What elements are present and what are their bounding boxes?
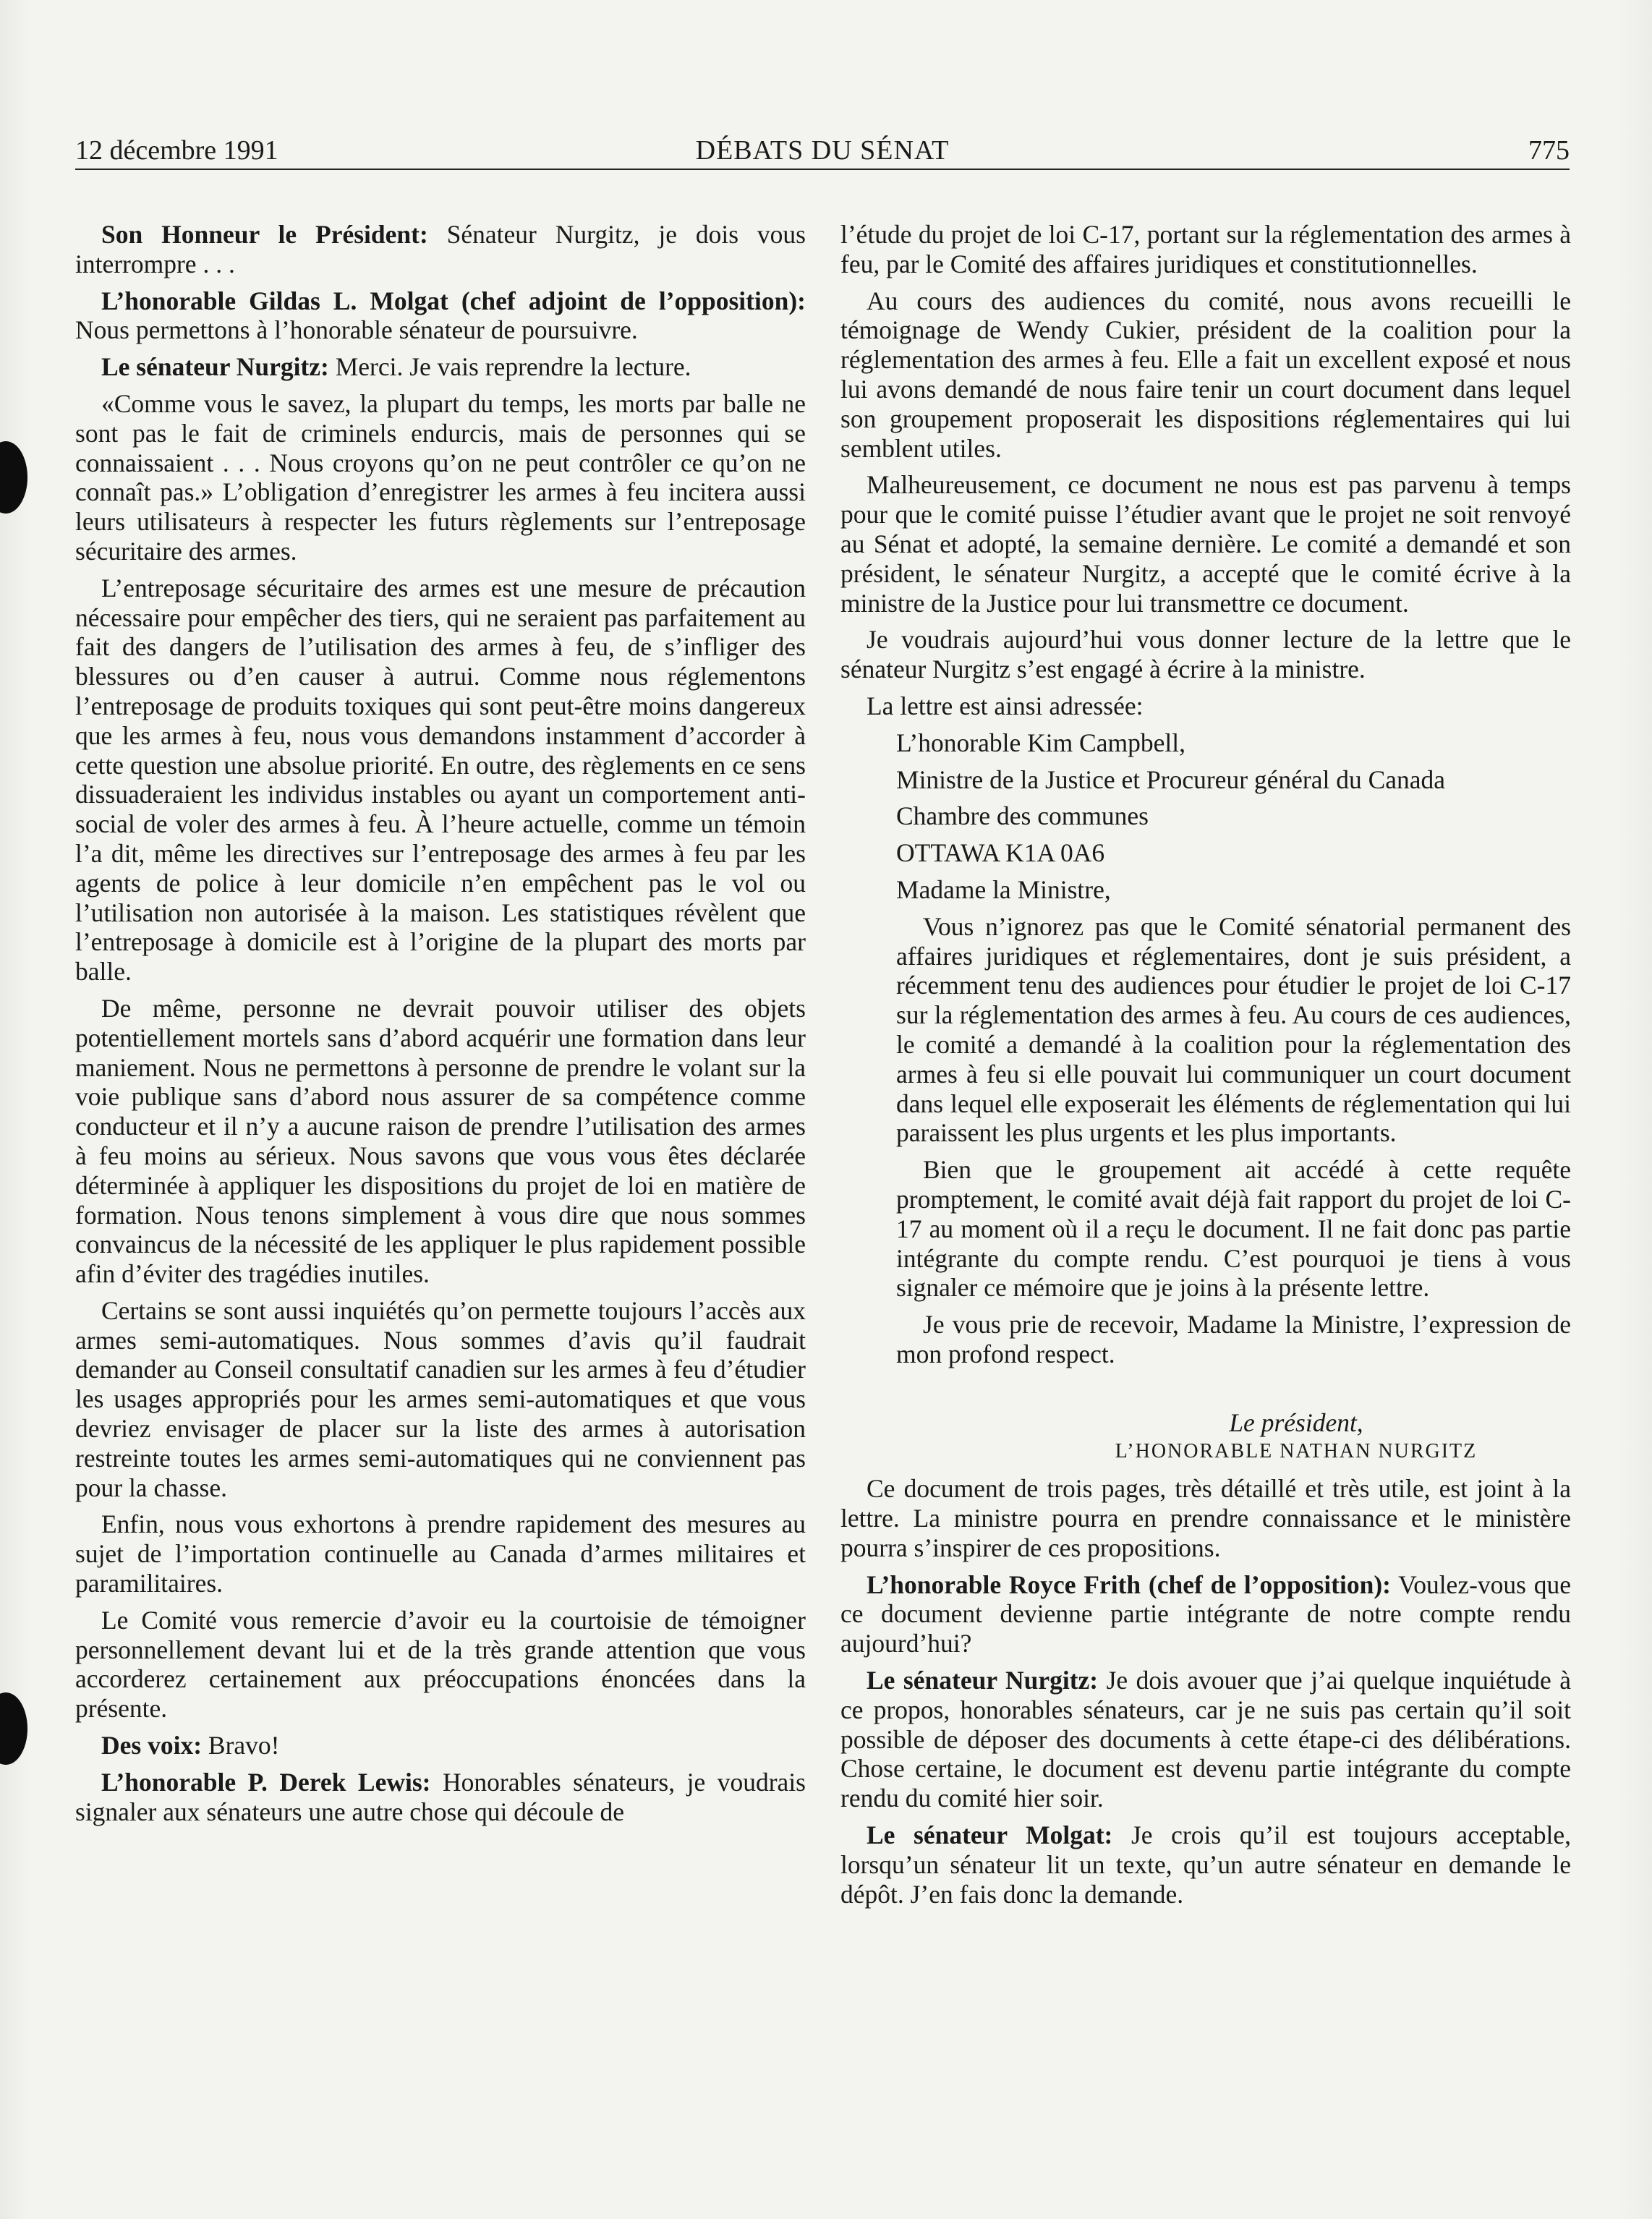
speech-text: Voulez-vous que ce document devienne partie intégrante de notre compte rendu aujourd’hui? [840, 1570, 1571, 1658]
paragraph: «Comme vous le savez, la plupart du temps, les morts par balle ne sont pas le fait de criminels endurcis, mais de personnes qui se connaissaient . . . Nous croyons qu’on ne peut contrôler ce qu’on ne connaît pas.» L’obligation d’enregistrer les armes à feu incitera aussi leurs utilisateurs à respecter les futurs règlements sur l’entreposage sécuritaire des armes. [75, 388, 806, 566]
speech-text: Sénateur Nurgitz, je dois vous interrompre . . . [75, 220, 806, 278]
letter-body: Bien que le groupement ait accédé à cette requête promptement, le comité avait déjà fait rapport du projet de loi C-17 au moment où il a reçu le document. Il ne fait donc pas partie intégrante du compte rendu. C’est pourquoi je tiens à vous signaler ce mémoire que je joins à la présente lettre. [896, 1155, 1571, 1303]
signature-name: L’HONORABLE NATHAN NURGITZ [1115, 1440, 1478, 1463]
paragraph [840, 1666, 1571, 1813]
letter-salutation: Madame la Ministre, [896, 874, 1111, 904]
paragraph [75, 352, 806, 382]
speech-text: Honorables sénateurs, je voudrais signaler aux sénateurs une autre chose qui découle de [75, 1767, 806, 1826]
paragraph: Enfin, nous vous exhortons à prendre rapidement des mesures au sujet de l’importation continuelle au Canada d’armes militaires et paramilitaires. [75, 1509, 806, 1598]
paragraph: Ce document de trois pages, très détaillé et très utile, est joint à la lettre. La ministre pourra en prendre connaissance et le ministère pourra s’inspirer de ces propositions. [840, 1474, 1571, 1562]
speaker: Le sénateur Molgat: [867, 1820, 1113, 1850]
punch-hole-top [0, 441, 27, 514]
paragraph: Certains se sont aussi inquiétés qu’on permette toujours l’accès aux armes semi-automatiques. Nous sommes d’avis qu’il faudrait demander au Conseil consultatif canadien sur les armes à feu d’étudier les usages appropriés pour les armes semi-automatiques et que vous devriez envisager de placer sur la liste des armes à autorisation restreinte toutes les armes semi-automatiques qui ne conviennent pas pour la chasse. [75, 1295, 806, 1502]
paragraph [840, 1820, 1571, 1909]
paragraph [75, 220, 806, 279]
letter-city: OTTAWA K1A 0A6 [896, 838, 1105, 868]
letter-body: Vous n’ignorez pas que le Comité sénatorial permanent des affaires juridiques et réglementaires, dont je suis président, a récemment tenu des audiences pour étudier le projet de loi C-17 sur la réglementation des armes à feu. Au cours de ces audiences, le comité a demandé à la coalition pour la réglementation des armes à feu si elle pouvait lui communiquer un court document dans lequel elle exposerait les éléments de réglementation qui lui paraissent les plus urgents et les plus importants. [896, 911, 1571, 1148]
header-title: DÉBATS DU SÉNAT [695, 135, 950, 166]
speech-text: Merci. Je vais reprendre la lecture. [328, 352, 691, 382]
quoted-letter [896, 728, 1571, 1369]
speech-text: Je dois avouer que j’ai quelque inquiétude à ce propos, honorables sénateurs, car je ne suis pas certain qu’il soit possible de déposer des documents à cette étape-ci des délibérations. Chose certaine, le document est devenu partie intégrante du compte rendu du comité hier soir. [840, 1666, 1571, 1813]
letter-house: Chambre des communes [896, 801, 1149, 831]
speaker: L’honorable Gildas L. Molgat (chef adjoint de l’opposition): [101, 286, 806, 315]
speaker: L’honorable P. Derek Lewis: [101, 1767, 431, 1797]
page-number: 775 [1528, 135, 1570, 166]
paragraph: Le Comité vous remercie d’avoir eu la courtoisie de témoigner personnellement devant lui et de la très grande attention que vous accorderez certainement aux préoccupations énoncées dans la présente. [75, 1605, 806, 1724]
paragraph: De même, personne ne devrait pouvoir utiliser des objets potentiellement mortels sans d’abord acquérir une formation dans leur maniement. Nous ne permettons à personne de prendre le volant sur la voie publique sans d’abord nous assurer de sa compétence comme conducteur et il n’y a aucune raison de prendre l’utilisation des armes à feu moins au sérieux. Nous savons que vous vous êtes déclarée déterminée à appliquer les dispositions du projet de loi en matière de formation. Nous tenons simplement à vous dire que nous sommes convaincus de la nécessité de les appliquer le plus rapidement possible afin d’éviter des tragédies inutiles. [75, 993, 806, 1289]
punch-hole-bottom [0, 1692, 27, 1765]
paragraph [840, 1570, 1571, 1658]
speaker: Le sénateur Nurgitz: [867, 1666, 1099, 1695]
speaker: Son Honneur le Président: [101, 220, 428, 249]
letter-position: Ministre de la Justice et Procureur général du Canada [896, 764, 1446, 794]
letter-addressee: L’honorable Kim Campbell, [896, 728, 1185, 757]
signature-title: Le président, [1229, 1407, 1363, 1437]
paragraph: Au cours des audiences du comité, nous avons recueilli le témoignage de Wendy Cukier, président de la coalition pour la réglementation des armes à feu. Elle a fait un excellent exposé et nous lui avons demandé de nous faire tenir un court document dans lequel son groupement proposerait les dispositions réglementaires qui lui semblent utiles. [840, 286, 1571, 463]
paragraph: l’étude du projet de loi C-17, portant sur la réglementation des armes à feu, par le Comité des affaires juridiques et constitutionnelles. [840, 220, 1571, 278]
speech-text: Nous permettons à l’honorable sénateur de poursuivre. [75, 315, 638, 345]
paragraph: Je voudrais aujourd’hui vous donner lecture de la lettre que le sénateur Nurgitz s’est engagé à écrire à la ministre. [840, 625, 1571, 684]
header-date: 12 décembre 1991 [75, 135, 278, 166]
speaker: Des voix: [101, 1731, 203, 1760]
speech-text: Bravo! [202, 1731, 280, 1760]
paragraph: Malheureusement, ce document ne nous est pas parvenu à temps pour que le comité puisse l’étudier avant que le projet ne soit renvoyé au Sénat et adopté, la semaine dernière. Le comité a demandé et son président, le sénateur Nurgitz, a accepté que le comité écrive à la ministre de la Justice pour lui transmettre ce document. [840, 470, 1571, 618]
speaker: Le sénateur Nurgitz: [101, 352, 329, 382]
speech-text: Je crois qu’il est toujours acceptable, lorsqu’un sénateur lit un texte, qu’un autre sénateur en demande le dépôt. J’en fais donc la demande. [840, 1820, 1571, 1909]
paragraph [75, 286, 806, 346]
paragraph: L’entreposage sécuritaire des armes est une mesure de précaution nécessaire pour empêcher des tiers, qui ne seraient pas parfaitement au fait des dangers de l’utilisation des armes à feu, de s’infliger des blessures ou d’en causer à autrui. Comme nous réglementons l’entreposage de produits toxiques qui sont peut-être moins dangereux que les armes à feu, nous vous demandons instamment d’accorder à cette question une absolue priorité. En outre, des règlements en ce sens dissuaderaient les individus instables ou ayant un comportement anti-social de voler des armes à feu. À l’heure actuelle, comme un témoin l’a dit, même les directives sur l’entreposage des armes à feu par les agents de police à leur domicile n’en empêchent pas le vol ou l’utilisation non autorisée à la maison. Les statistiques révèlent que l’entreposage à domicile est à l’origine de la plupart des morts par balle. [75, 573, 806, 987]
paragraph: La lettre est ainsi adressée: [867, 691, 1144, 720]
letter-body: Je vous prie de recevoir, Madame la Ministre, l’expression de mon profond respect. [896, 1310, 1571, 1368]
left-column [75, 220, 806, 1833]
page-header [75, 132, 1570, 170]
paragraph [75, 1768, 806, 1827]
paragraph [75, 1731, 806, 1760]
right-column [840, 220, 1571, 1916]
speaker: L’honorable Royce Frith (chef de l’opposition): [867, 1570, 1392, 1599]
